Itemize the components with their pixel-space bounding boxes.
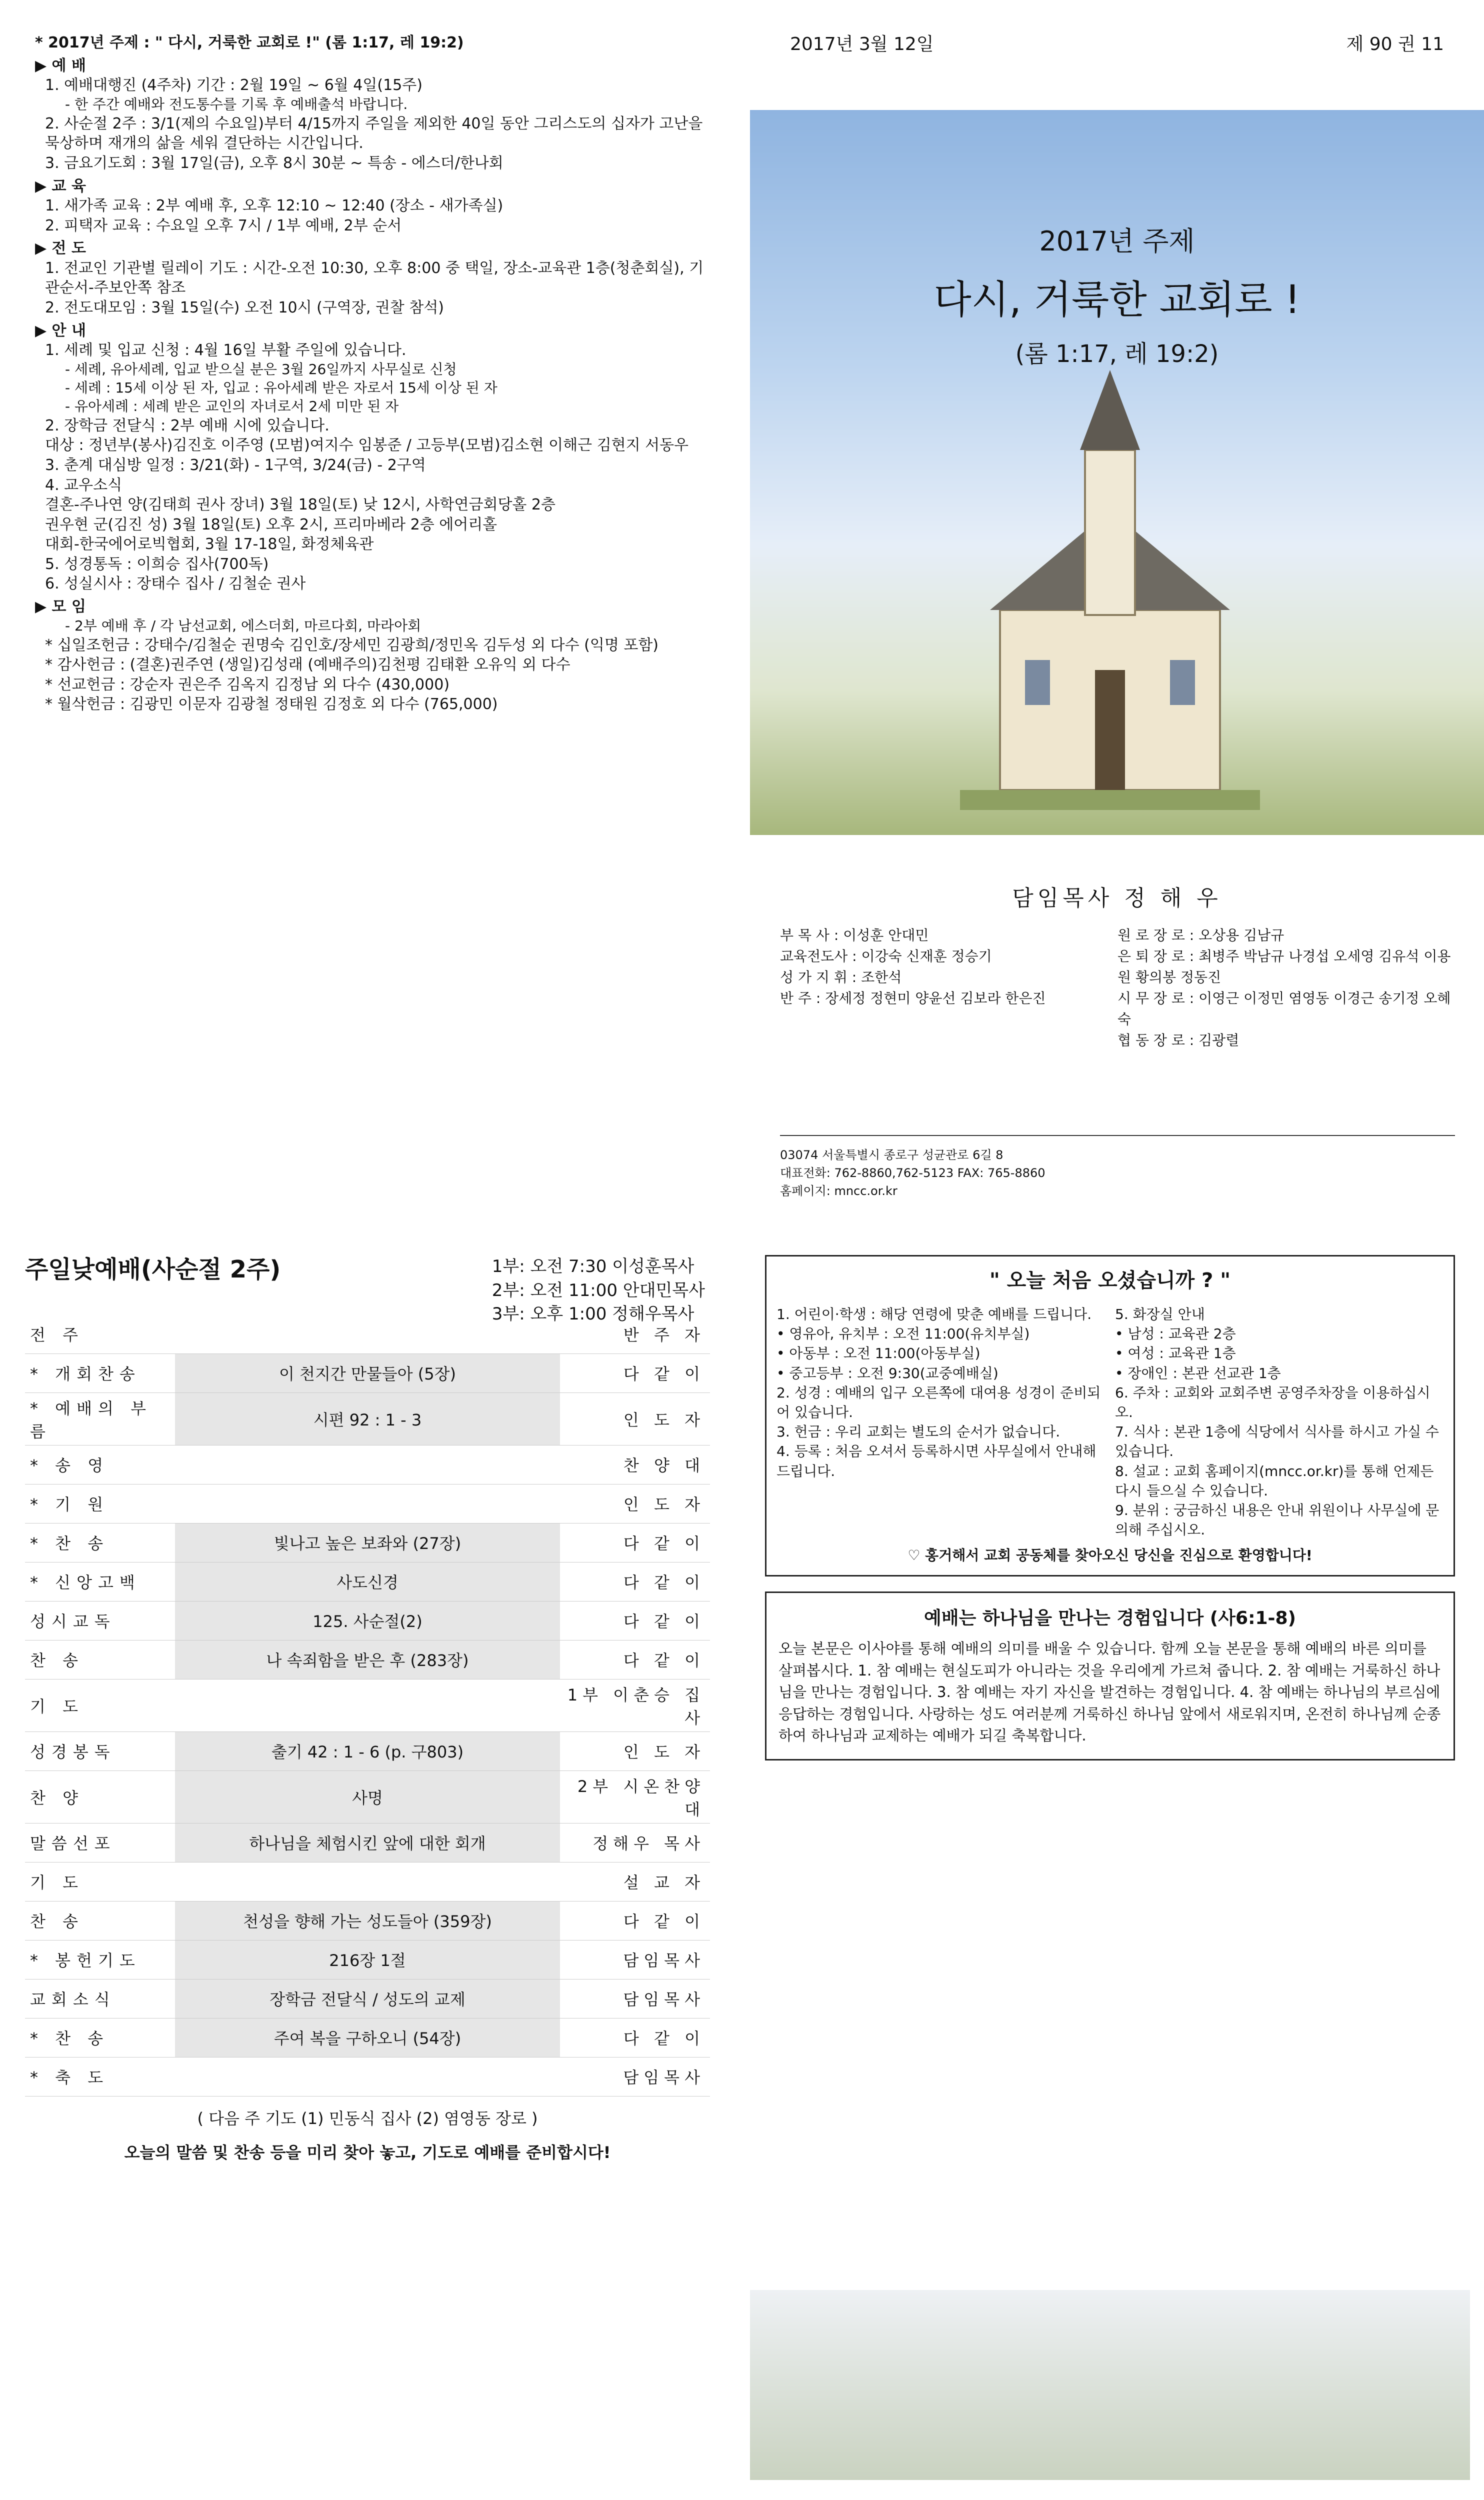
worship-row	[25, 1901, 710, 1940]
worship-item: * 봉헌기도	[25, 1940, 175, 1979]
worship-leader: 다 같 이	[560, 1901, 710, 1940]
welcome-box	[765, 1255, 1455, 1576]
worship-row	[25, 1732, 710, 1770]
worship-content: 사도신경	[175, 1562, 560, 1601]
welcome-item: 8. 설교 : 교회 홈페이지(mncc.or.kr)를 통해 언제든 다시 들으실 수 있습니다.	[1115, 1462, 1434, 1499]
worship-content	[175, 1445, 560, 1484]
worship-item: * 예배의 부름	[25, 1392, 175, 1445]
worship-leader: 다 같 이	[560, 1640, 710, 1679]
worship-content: 장학금 전달식 / 성도의 교제	[175, 1979, 560, 2018]
address-line: 03074 서울특별시 종로구 성균관로 6길 8	[780, 1148, 1004, 1162]
worship-row	[25, 1823, 710, 1862]
worship-leader: 다 같 이	[560, 1354, 710, 1392]
service-time: 1부: 오전 7:30 이성훈목사	[492, 1256, 694, 1276]
worship-content: 이 천지간 만물들아 (5장)	[175, 1354, 560, 1392]
announcement-line: 4. 교우소식	[45, 476, 122, 494]
worship-row	[25, 1392, 710, 1445]
announcement-line: 6. 성실시사 : 장태수 집사 / 김철순 권사	[45, 575, 306, 593]
welcome-item: • 아동부 : 오전 11:00(아동부실)	[776, 1345, 980, 1362]
worship-row	[25, 1484, 710, 1523]
worship-content: 216장 1절	[175, 1940, 560, 1979]
announcement-line: 1. 세례 및 입교 신청 : 4월 16일 부활 주일에 있습니다.	[45, 342, 406, 360]
worship-leader: 반 주 자	[560, 1314, 710, 1354]
announcement-line: * 십일조헌금 : 강태수/김철순 권명숙 김인호/장세민 김광희/정민옥 김두성 외 다수 (익명 포함)	[45, 636, 659, 654]
welcome-item: • 중고등부 : 오전 9:30(교중예배실)	[776, 1364, 998, 1382]
worship-item: 교회소식	[25, 1979, 175, 2018]
worship-row	[25, 1562, 710, 1601]
welcome-item: 9. 분위 : 궁금하신 내용은 안내 위원이나 사무실에 문의해 주십시오.	[1115, 1502, 1440, 1538]
worship-row	[25, 1862, 710, 1901]
announcement-line: 대회-한국에어로빅협회, 3월 17-18일, 화정체육관	[45, 536, 374, 554]
worship-item: 성경봉독	[25, 1732, 175, 1770]
staff-list	[780, 925, 1455, 1051]
field-photo	[750, 2290, 1470, 2480]
announcement-line: ▶ 안 내	[35, 322, 86, 340]
staff-line: 성 가 지 휘 : 조한석	[780, 969, 902, 986]
staff-line: 은 퇴 장 로 : 최병주 박남규 나경섭 오세영 김유석 이용원 황의봉 정동진	[1118, 948, 1451, 986]
staff-line: 협 동 장 로 : 김광렬	[1118, 1032, 1240, 1048]
sermon-title: 예배는 하나님을 만나는 경험입니다 (사6:1-8)	[924, 1608, 1296, 1629]
service-time: 3부: 오후 1:00 정해우목사	[492, 1304, 694, 1324]
announcement-line: 2. 사순절 2주 : 3/1(제의 수요일)부터 4/15까지 주일을 제외한 40일 동안 그리스도의 십자가 고난을 묵상하며 재개의 삶을 세워 결단하는 시간입니다.	[45, 114, 703, 152]
announcement-line: 대상 : 정년부(봉사)김진호 이주영 (모범)여지수 임봉준 / 고등부(모범)김소현 이해근 김현지 서동우	[45, 436, 689, 454]
worship-content	[175, 2057, 560, 2096]
announcement-line: 1. 예배대행진 (4주차) 기간 : 2월 19일 ~ 6월 4일(15주)	[45, 76, 422, 94]
worship-content: 하나님을 체험시킨 앞에 대한 회개	[175, 1823, 560, 1862]
welcome-item: • 영유아, 유치부 : 오전 11:00(유치부실)	[776, 1326, 1030, 1342]
worship-item: 기 도	[25, 1679, 175, 1732]
service-time: 2부: 오전 11:00 안대민목사	[492, 1280, 705, 1300]
announcement-line: - 한 주간 예배와 전도통수를 기록 후 예배출석 바랍니다.	[65, 96, 408, 112]
announcement-line: - 세례, 유아세례, 입교 받으실 분은 3월 26일까지 사무실로 신청	[65, 360, 457, 378]
announcement-line: ▶ 교 육	[35, 177, 86, 195]
worship-item: * 기 원	[25, 1484, 175, 1523]
worship-content: 시편 92 : 1 - 3	[175, 1392, 560, 1445]
address-line: 대표전화: 762-8860,762-5123 FAX: 765-8860	[780, 1166, 1046, 1180]
announcement-line: ▶ 모 임	[35, 598, 86, 616]
announcement-line: ▶ 예 배	[35, 56, 86, 74]
worship-leader: 인 도 자	[560, 1732, 710, 1770]
worship-content	[175, 1679, 560, 1732]
announcement-line: - 세례 : 15세 이상 된 자, 입교 : 유아세례 받은 자로서 15세 이상 된 자	[65, 379, 498, 396]
calendar-panel	[750, 2490, 1470, 2500]
address-line: 홈페이지: mncc.or.kr	[780, 1184, 898, 1198]
worship-row	[25, 2057, 710, 2096]
worship-content: 125. 사순절(2)	[175, 1601, 560, 1640]
senior-pastor: 담임목사 정 해 우	[1012, 886, 1222, 911]
worship-row	[25, 1640, 710, 1679]
announcement-line: ▶ 전 도	[35, 240, 86, 258]
welcome-item: 2. 성경 : 예배의 입구 오른쪽에 대여용 성경이 준비되어 있습니다.	[776, 1384, 1101, 1420]
worship-leader: 담임목사	[560, 1979, 710, 2018]
worship-item: 기 도	[25, 1862, 175, 1901]
welcome-left	[776, 1304, 1105, 1540]
welcome-item: 4. 등록 : 처음 오셔서 등록하시면 사무실에서 안내해 드립니다.	[776, 1443, 1096, 1480]
church-building-illustration	[960, 360, 1260, 810]
welcome-panel	[750, 1240, 1470, 2480]
worship-item: * 개회찬송	[25, 1354, 175, 1392]
worship-row	[25, 1523, 710, 1562]
staff-line: 반 주 : 장세정 정현미 양윤선 김보라 한은진	[780, 990, 1046, 1006]
announcement-line: - 유아세례 : 세례 받은 교인의 자녀로서 2세 미만 된 자	[65, 398, 399, 414]
announcements-list	[35, 33, 705, 714]
worship-leader: 다 같 이	[560, 1562, 710, 1601]
worship-content	[175, 1484, 560, 1523]
worship-item: * 찬 송	[25, 2018, 175, 2057]
welcome-item: • 남성 : 교육관 2층	[1115, 1326, 1236, 1342]
worship-content: 빛나고 높은 보좌와 (27장)	[175, 1523, 560, 1562]
worship-content: 사명	[175, 1770, 560, 1823]
announcement-line: 3. 춘계 대심방 일정 : 3/21(화) - 1구역, 3/24(금) - 2구역	[45, 456, 426, 474]
worship-item: 성시교독	[25, 1601, 175, 1640]
worship-row	[25, 1940, 710, 1979]
welcome-item: • 여성 : 교육관 1층	[1115, 1345, 1236, 1362]
worship-row	[25, 1601, 710, 1640]
announcement-line: 결혼-주나연 양(김태희 권사 장녀) 3월 18일(토) 낮 12시, 사학연금회당홀 2층	[45, 496, 556, 514]
worship-leader: 인 도 자	[560, 1392, 710, 1445]
welcome-right	[1115, 1304, 1444, 1540]
worship-leader: 담임목사	[560, 1940, 710, 1979]
theme-block	[750, 220, 1484, 369]
welcome-item: • 장애인 : 본관 선교관 1층	[1115, 1364, 1281, 1382]
staff-line: 부 목 사 : 이성훈 안대민	[780, 927, 929, 944]
announcement-line: 5. 성경통독 : 이희승 집사(700독)	[45, 555, 269, 573]
theme-reference: (롬 1:17, 레 19:2)	[1015, 340, 1219, 368]
worship-order-table	[25, 1314, 710, 2096]
issue-number: 제 90 권 11	[1346, 34, 1444, 54]
announcement-line: 2. 장학금 전달식 : 2부 예배 시에 있습니다.	[45, 416, 330, 434]
worship-content: 나 속죄함을 받은 후 (283장)	[175, 1640, 560, 1679]
cover-meta	[790, 30, 1444, 56]
church-address	[780, 1135, 1455, 1200]
worship-leader: 다 같 이	[560, 1601, 710, 1640]
worship-item: * 축 도	[25, 2057, 175, 2096]
announcements-panel	[20, 20, 720, 1220]
worship-order-panel	[10, 1240, 725, 2480]
worship-leader: 담임목사	[560, 2057, 710, 2096]
worship-row	[25, 1679, 710, 1732]
worship-leader: 찬 양 대	[560, 1445, 710, 1484]
staff-line: 교육전도사 : 이강숙 신재훈 정승기	[780, 948, 992, 964]
welcome-item: 5. 화장실 안내	[1115, 1306, 1205, 1322]
announcement-line: * 월삭헌금 : 김광민 이문자 김광철 정태원 김정호 외 다수 (765,000)	[45, 696, 498, 714]
announcement-line: 권우현 군(김진 성) 3월 18일(토) 오후 2시, 프리마베라 2층 에어리홀	[45, 516, 498, 534]
staff-left	[780, 925, 1118, 1051]
staff-right	[1118, 925, 1455, 1051]
sermon-summary	[765, 1592, 1455, 1760]
worship-item: 찬 송	[25, 1901, 175, 1940]
worship-item: 찬 송	[25, 1640, 175, 1679]
worship-content: 주여 복을 구하오니 (54장)	[175, 2018, 560, 2057]
sermon-body: 오늘 본문은 이사야를 통해 예배의 의미를 배울 수 있습니다. 함께 오늘 본문을 통해 예배의 바른 의미를 살펴봅시다. 1. 참 예배는 현실도피가 아니라는 것을 우리에게 가르쳐 줍니다. 2. 참 예배는 거룩하신 하나님을 만나는 경험입니다. 3. 참 예배는 자기 자신을 발견하는 경험입니다. 4. 참 예배는 하나님의 부르심에 응답하는 경험입니다. 사랑하는 성도 여러분께 거룩하신 하나님 앞에서 새로워지며, 온전히 하나님께 순종하여 하나님과 교제하는 예배가 되길 축복합니다.	[778, 1640, 1441, 1744]
worship-item: 찬 양	[25, 1770, 175, 1823]
worship-row	[25, 1770, 710, 1823]
announcement-line: 2. 전도대모임 : 3월 15일(수) 오전 10시 (구역장, 권찰 참석)	[45, 299, 444, 317]
worship-content: 천성을 향해 가는 성도들아 (359장)	[175, 1901, 560, 1940]
announcement-line: 1. 새가족 교육 : 2부 예배 후, 오후 12:10 ~ 12:40 (장소 - 새가족실)	[45, 197, 504, 215]
worship-leader: 정해우 목사	[560, 1823, 710, 1862]
worship-item: 말씀선포	[25, 1823, 175, 1862]
worship-leader: 설 교 자	[560, 1862, 710, 1901]
announcement-line: 1. 전교인 기관별 릴레이 기도 : 시간-오전 10:30, 오후 8:00 중 택일, 장소-교육관 1층(청춘회실), 기관순서-주보안쪽 참조	[45, 259, 704, 297]
other-services-panel	[10, 2490, 725, 2500]
cover-panel	[750, 0, 1484, 1220]
worship-leader: 다 같 이	[560, 2018, 710, 2057]
staff-line: 시 무 장 로 : 이영근 이정민 염영동 이경근 송기정 오혜숙	[1118, 990, 1451, 1028]
next-week-prayer: ( 다음 주 기도 (1) 민동식 집사 (2) 염영동 장로 )	[197, 2108, 538, 2128]
worship-leader: 2부 시온찬양대	[560, 1770, 710, 1823]
welcome-item: 6. 주차 : 교회와 교회주변 공영주차장을 이용하십시오.	[1115, 1384, 1430, 1420]
theme-title: 다시, 거룩한 교회로 !	[934, 278, 1300, 322]
worship-row	[25, 1354, 710, 1392]
worship-item: * 신앙고백	[25, 1562, 175, 1601]
announcement-line: * 감사헌금 : (결혼)권주연 (생일)김성래 (예배주의)김천평 김태환 오유익 외 다수	[45, 656, 570, 674]
worship-leader: 인 도 자	[560, 1484, 710, 1523]
issue-date: 2017년 3월 12일	[790, 34, 934, 54]
service-times	[492, 1255, 705, 1326]
worship-item: * 찬 송	[25, 1523, 175, 1562]
worship-content: 출기 42 : 1 - 6 (p. 구803)	[175, 1732, 560, 1770]
announcement-line: - 2부 예배 후 / 각 남선교회, 에스더회, 마르다회, 마라아회	[65, 617, 422, 634]
worship-reminder: 오늘의 말씀 및 찬송 등을 미리 찾아 놓고, 기도로 예배를 준비합시다!	[124, 2142, 611, 2162]
welcome-title: " 오늘 처음 오셨습니까 ? "	[989, 1269, 1231, 1292]
welcome-item: 1. 어린이·학생 : 해당 연령에 맞춘 예배를 드립니다.	[776, 1306, 1092, 1322]
welcome-footer: ♡ 홍거해서 교회 공동체를 찾아오신 당신을 진심으로 환영합니다!	[908, 1547, 1312, 1564]
worship-item: * 송 영	[25, 1445, 175, 1484]
announcement-line: * 2017년 주제 : " 다시, 거룩한 교회로 !" (롬 1:17, 레 19:2)	[35, 34, 464, 52]
theme-year: 2017년 주제	[1039, 226, 1195, 257]
worship-row	[25, 2018, 710, 2057]
announcement-line: 3. 금요기도회 : 3월 17일(금), 오후 8시 30분 ~ 특송 - 에스더/한나회	[45, 154, 504, 172]
staff-line: 원 로 장 로 : 오상용 김남규	[1118, 927, 1284, 944]
worship-row	[25, 1445, 710, 1484]
worship-row	[25, 1979, 710, 2018]
worship-content	[175, 1862, 560, 1901]
worship-item: 전 주	[25, 1314, 175, 1354]
welcome-item: 7. 식사 : 본관 1층에 식당에서 식사를 하시고 가실 수 있습니다.	[1115, 1424, 1439, 1460]
announcement-line: * 선교헌금 : 강순자 권은주 김옥지 김정남 외 다수 (430,000)	[45, 676, 450, 694]
worship-leader: 다 같 이	[560, 1523, 710, 1562]
welcome-item: 3. 헌금 : 우리 교회는 별도의 순서가 없습니다.	[776, 1424, 1060, 1440]
announcement-line: 2. 피택자 교육 : 수요일 오후 7시 / 1부 예배, 2부 순서	[45, 216, 402, 234]
worship-title: 주일낮예배(사순절 2주)	[25, 1256, 281, 1284]
worship-leader: 1부 이춘승 집사	[560, 1679, 710, 1732]
